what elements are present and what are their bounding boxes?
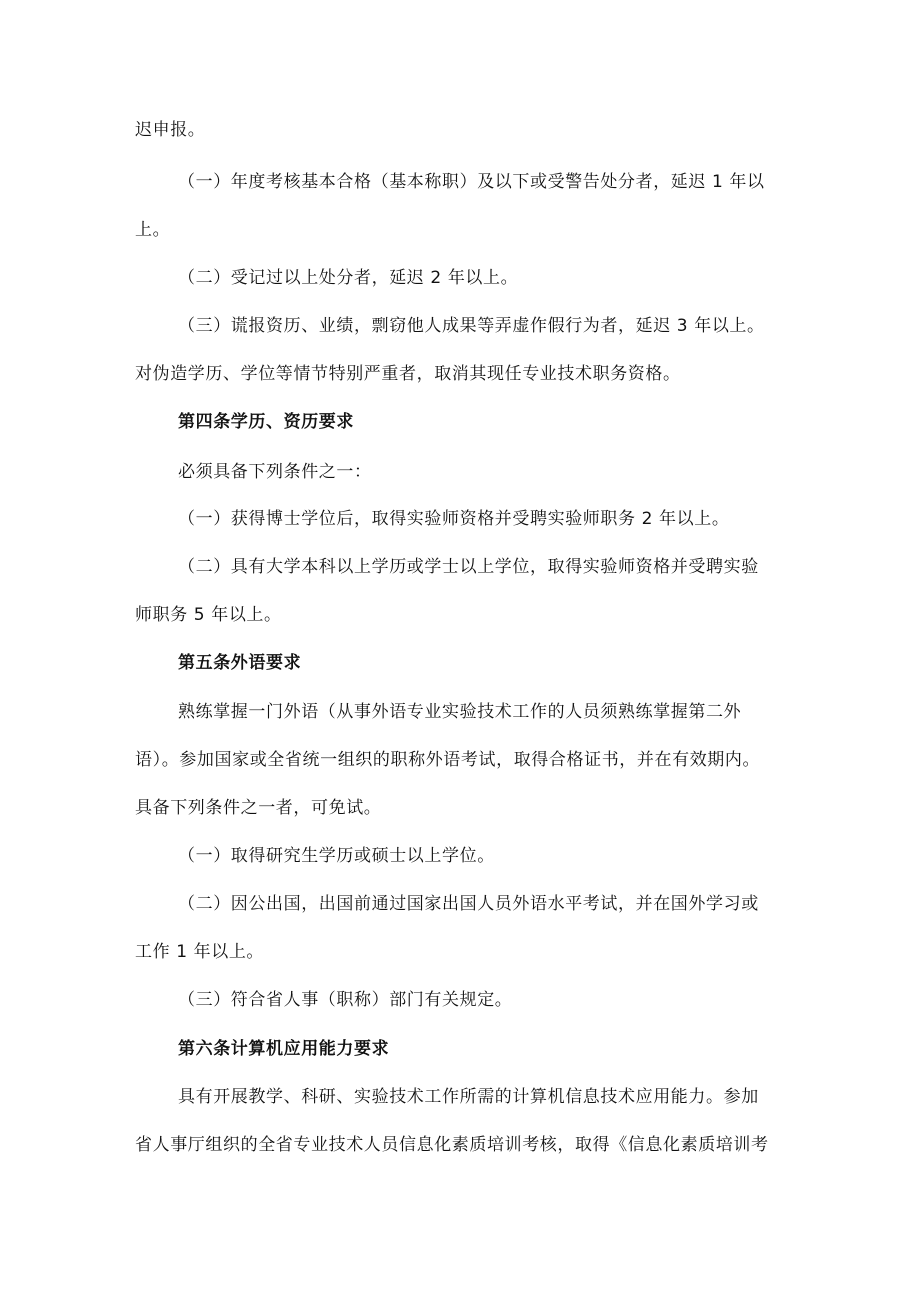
paragraph-line: 省人事厅组织的全省专业技术人员信息化素质培训考核，取得《信息化素质培训考	[135, 1135, 769, 1155]
paragraph-line: 必须具备下列条件之一：	[178, 462, 372, 482]
paragraph-line: 对伪造学历、学位等情节特别严重者，取消其现任专业技术职务资格。	[135, 364, 681, 384]
paragraph-line: 具有开展教学、科研、实验技术工作所需的计算机信息技术应用能力。参加	[178, 1087, 759, 1107]
paragraph-line: （一）年度考核基本合格（基本称职）及以下或受警告处分者，延迟 1 年以	[178, 172, 765, 192]
paragraph-line: （三）符合省人事（职称）部门有关规定。	[178, 990, 513, 1010]
paragraph-line: （二）具有大学本科以上学历或学士以上学位，取得实验师资格并受聘实验	[178, 557, 759, 577]
paragraph-line: （一）取得研究生学历或硕士以上学位。	[178, 846, 495, 866]
paragraph-line: 语）。参加国家或全省统一组织的职称外语考试，取得合格证书，并在有效期内。	[135, 750, 761, 770]
section-heading: 第五条外语要求	[178, 653, 302, 673]
paragraph-line: （一）获得博士学位后，取得实验师资格并受聘实验师职务 2 年以上。	[178, 509, 730, 529]
paragraph-line: 师职务 5 年以上。	[135, 605, 282, 625]
paragraph-line: （三）谎报资历、业绩，剽窃他人成果等弄虚作假行为者，延迟 3 年以上。	[178, 316, 765, 336]
section-heading: 第四条学历、资历要求	[178, 412, 354, 432]
section-heading: 第六条计算机应用能力要求	[178, 1039, 390, 1059]
paragraph-line: （二）因公出国，出国前通过国家出国人员外语水平考试，并在国外学习或	[178, 894, 759, 914]
paragraph-line: 迟申报。	[135, 120, 206, 140]
paragraph-line: 熟练掌握一门外语（从事外语专业实验技术工作的人员须熟练掌握第二外	[178, 702, 742, 722]
paragraph-line: 工作 1 年以上。	[135, 942, 265, 962]
paragraph-line: 上。	[135, 220, 171, 240]
paragraph-line: 具备下列条件之一者，可免试。	[135, 798, 382, 818]
paragraph-line: （二）受记过以上处分者，延迟 2 年以上。	[178, 268, 519, 288]
